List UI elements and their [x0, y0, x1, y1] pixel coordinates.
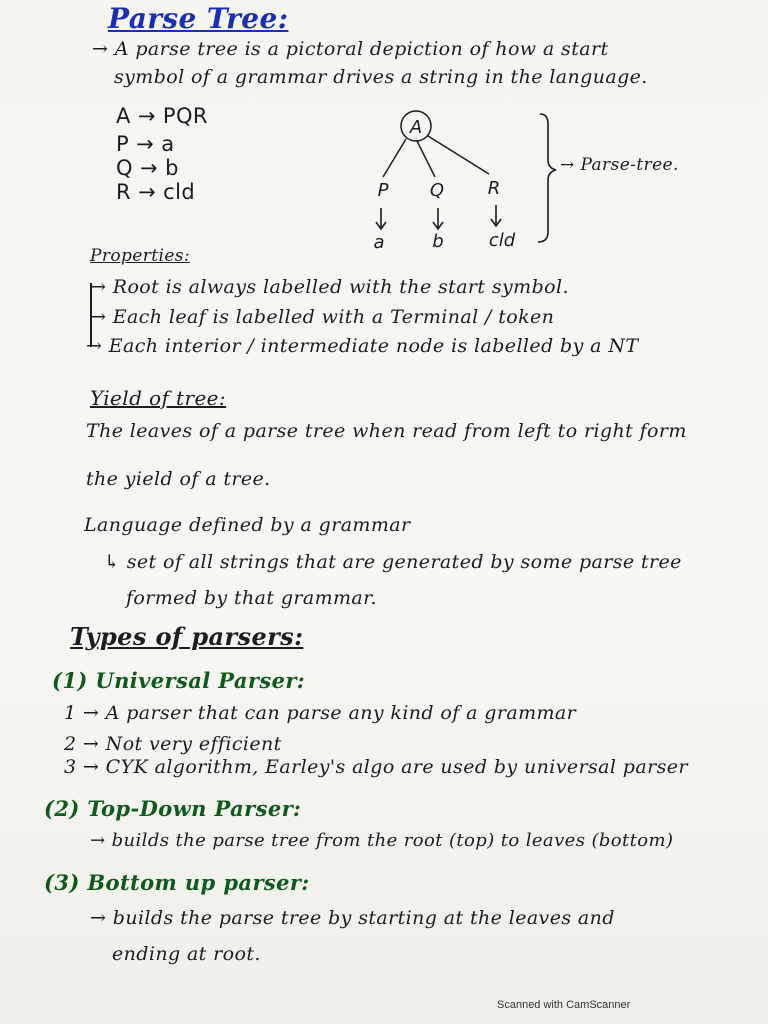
tree-leaf-cld: cld: [488, 230, 516, 251]
tree-edge-a-r: [428, 136, 489, 174]
properties-heading: Properties:: [90, 246, 191, 266]
universal-item-1: 1 → A parser that can parse any kind of a grammar: [64, 702, 577, 724]
intro-line-2: symbol of a grammar drives a string in the language.: [114, 66, 648, 88]
bottom-up-line-1: → builds the parse tree by starting at the leaves and: [90, 907, 615, 929]
language-line-2: ↳ set of all strings that are generated by some parse tree: [104, 551, 682, 573]
yield-line-1: The leaves of a parse tree when read from left to right form: [86, 420, 687, 442]
tree-node-q: Q: [429, 180, 445, 201]
bottom-up-line-2: ending at root.: [112, 943, 261, 965]
tree-arrow-q: [433, 208, 443, 229]
tree-leaf-a: a: [373, 232, 385, 253]
top-down-heading: (2) Top-Down Parser:: [44, 796, 302, 821]
universal-item-3: 3 → CYK algorithm, Earley's algo are used by universal parser: [64, 756, 688, 778]
grammar-rule-2: P → a: [116, 132, 175, 156]
tree-arrow-r: [491, 205, 501, 226]
language-line-1: Language defined by a grammar: [84, 514, 411, 536]
tree-root-label: A: [409, 117, 423, 138]
intro-line-1: → A parse tree is a pictoral depiction of how a start: [92, 38, 609, 60]
property-item-3: → Each interior / intermediate node is labelled by a NT: [86, 335, 639, 357]
scanner-watermark: Scanned with CamScanner: [497, 999, 631, 1011]
universal-item-2: 2 → Not very efficient: [64, 733, 282, 755]
yield-heading: Yield of tree:: [90, 386, 227, 410]
bottom-up-heading: (3) Bottom up parser:: [44, 870, 310, 895]
grammar-rule-3: Q → b: [116, 156, 179, 180]
tree-node-r: R: [487, 178, 501, 199]
universal-heading: (1) Universal Parser:: [52, 668, 305, 693]
grammar-rule-4: R → cld: [116, 180, 196, 204]
tree-edge-a-q: [417, 141, 435, 177]
property-item-2: → Each leaf is labelled with a Terminal / token: [90, 306, 555, 328]
types-heading: Types of parsers:: [70, 622, 304, 651]
tree-node-p: P: [377, 180, 389, 201]
grammar-rule-1: A → PQR: [116, 104, 208, 128]
tree-leaf-b: b: [432, 231, 444, 252]
tree-brace: [538, 114, 556, 242]
yield-line-2: the yield of a tree.: [86, 468, 271, 490]
tree-edge-a-p: [383, 139, 406, 177]
top-down-desc: → builds the parse tree from the root (top) to leaves (bottom): [90, 830, 674, 851]
parse-tree-label: → Parse-tree.: [560, 155, 679, 175]
property-item-1: → Root is always labelled with the start symbol.: [90, 276, 569, 298]
tree-arrow-p: [376, 208, 386, 229]
page-title: Parse Tree:: [108, 2, 289, 35]
language-line-3: formed by that grammar.: [126, 587, 377, 609]
